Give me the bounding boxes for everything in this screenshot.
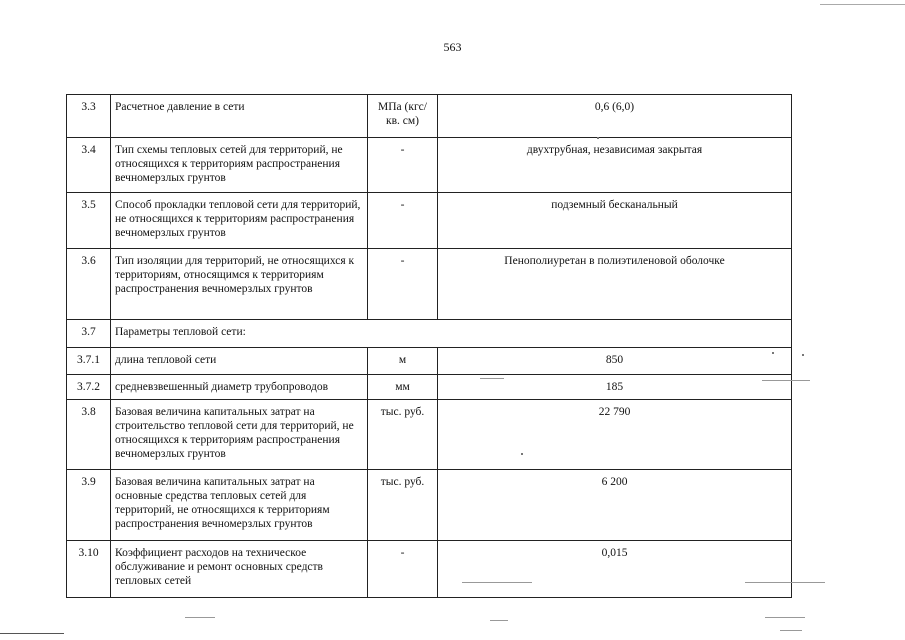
row-value: 850	[438, 348, 792, 375]
row-value: 6 200	[438, 470, 792, 541]
scan-artifact	[802, 354, 804, 356]
row-number: 3.8	[67, 400, 111, 470]
scan-artifact	[772, 352, 774, 354]
page-number: 563	[443, 40, 462, 54]
row-number: 3.5	[67, 193, 111, 249]
row-value: подземный бесканальный	[438, 193, 792, 249]
table-row	[67, 375, 792, 400]
row-number: 3.7	[67, 320, 111, 348]
row-number: 3.7.2	[67, 375, 111, 400]
row-unit: тыс. руб.	[368, 400, 438, 470]
row-unit: м	[368, 348, 438, 375]
table-row	[67, 95, 792, 138]
row-description: средневзвешенный диаметр трубопроводов	[111, 375, 368, 400]
scan-edge-line	[0, 633, 64, 634]
table-row	[67, 348, 792, 375]
row-number: 3.4	[67, 138, 111, 193]
row-unit: тыс. руб.	[368, 470, 438, 541]
row-unit: -	[368, 193, 438, 249]
row-description: Базовая величина капитальных затрат на основные средства тепловых сетей для территорий, не относящихся к территориям распространения вечномерзлых грунтов	[111, 470, 368, 541]
row-description: Способ прокладки тепловой сети для территорий, не относящихся к территориям распространения вечномерзлых грунтов	[111, 193, 368, 249]
row-value: 0,015	[438, 541, 792, 598]
table-row	[67, 541, 792, 598]
scan-artifact	[597, 137, 599, 139]
scan-artifact	[480, 378, 504, 379]
row-number: 3.10	[67, 541, 111, 598]
table-row	[67, 138, 792, 193]
row-value: 22 790	[438, 400, 792, 470]
row-unit: -	[368, 138, 438, 193]
row-value: двухтрубная, независимая закрытая	[438, 138, 792, 193]
row-description: Базовая величина капитальных затрат на строительство тепловой сети для территорий, не относящихся к территориям распространения вечномерзлых грунтов	[111, 400, 368, 470]
scan-artifact	[185, 617, 215, 618]
scan-artifact	[462, 582, 532, 583]
row-unit: -	[368, 541, 438, 598]
row-description: Расчетное давление в сети	[111, 95, 368, 138]
scan-edge-line	[820, 4, 905, 5]
row-value: 185	[438, 375, 792, 400]
row-number: 3.9	[67, 470, 111, 541]
scan-artifact	[490, 620, 508, 621]
row-number: 3.3	[67, 95, 111, 138]
parameters-table	[66, 94, 792, 598]
row-description: Коэффициент расходов на техническое обслуживание и ремонт основных средств тепловых сетей	[111, 541, 368, 598]
row-description: длина тепловой сети	[111, 348, 368, 375]
row-description: Параметры тепловой сети:	[111, 320, 792, 348]
row-unit: МПа (кгс/кв. см)	[368, 95, 438, 138]
table-row	[67, 249, 792, 320]
row-value: Пенополиуретан в полиэтиленовой оболочке	[438, 249, 792, 320]
scan-artifact	[765, 617, 805, 618]
scan-artifact	[762, 380, 810, 381]
row-description: Тип изоляции для территорий, не относящихся к территориям, относящимся к территориям распространения вечномерзлых грунтов	[111, 249, 368, 320]
table-row	[67, 470, 792, 541]
scan-artifact	[521, 453, 523, 455]
table-row	[67, 320, 792, 348]
scan-artifact	[745, 582, 825, 583]
scan-artifact	[780, 630, 802, 631]
row-number: 3.6	[67, 249, 111, 320]
row-number: 3.7.1	[67, 348, 111, 375]
row-unit: -	[368, 249, 438, 320]
table-row	[67, 193, 792, 249]
row-value: 0,6 (6,0)	[438, 95, 792, 138]
row-description: Тип схемы тепловых сетей для территорий, не относящихся к территориям распространения вечномерзлых грунтов	[111, 138, 368, 193]
row-unit: мм	[368, 375, 438, 400]
table-row	[67, 400, 792, 470]
